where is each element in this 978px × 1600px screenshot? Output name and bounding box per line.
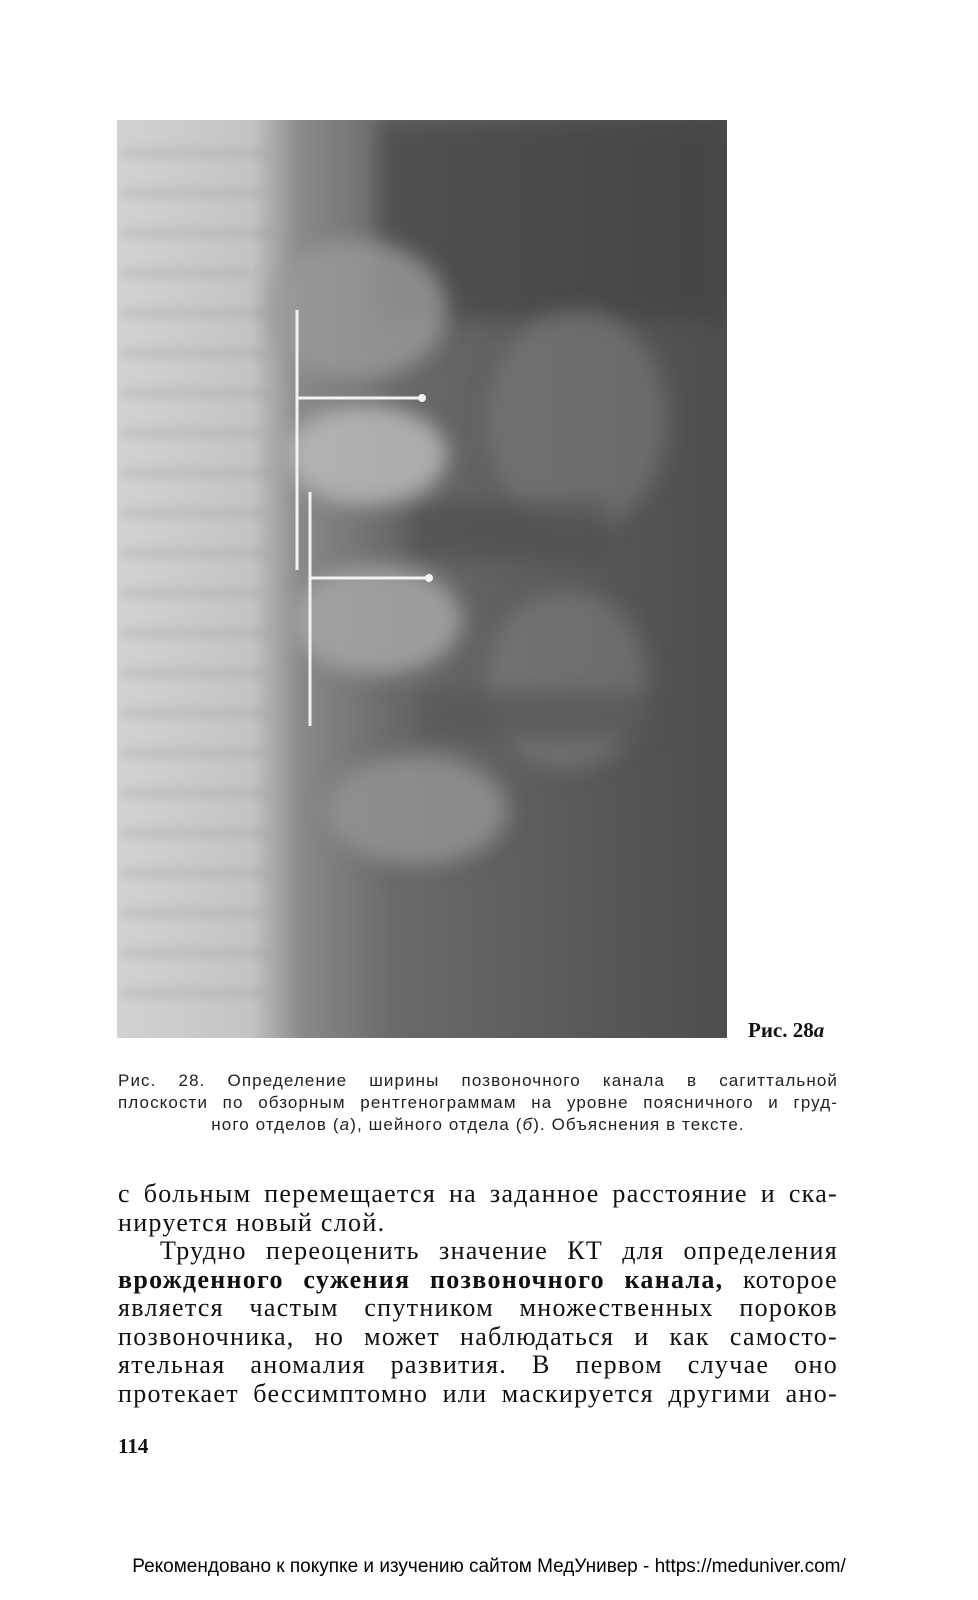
body-text [118,1180,838,1408]
paragraph-line: врожденного сужения позвоночного канала, которое [118,1264,838,1294]
paragraph-line: с больным перемещается на заданное расстояние и ска- [118,1179,838,1208]
paragraph-line: протекает бессимптомно или маскируется другими ано- [118,1378,838,1408]
caption-line: ного отделов (а), шейного отдела (б). Объяснения в тексте. [211,1115,745,1134]
paragraph-line: является частым спутником множественных пороков [118,1293,838,1322]
xray-figure [117,120,727,1038]
figure-caption [118,1070,838,1136]
paragraph-line: ятельная аномалия развития. В первом случае оно [118,1350,838,1379]
footer-recommendation: Рекомендовано к покупке и изучению сайтом МедУнивер - https://meduniver.com/ [132,1556,846,1577]
paragraph-line: нируется новый слой. [118,1207,386,1237]
spine-radiograph-image [117,120,727,1038]
caption-line: Рис. 28. Определение ширины позвоночного канала в сагиттальной [118,1071,838,1090]
caption-line: плоскости по обзорным рентгенограммам на уровне поясничного и груд- [118,1093,838,1112]
figure-label: Рис. 28а [748,1018,825,1042]
paragraph-line: Трудно переоценить значение КТ для определения [160,1236,838,1265]
page-number: 114 [118,1434,149,1458]
paragraph-line: позвоночника, но может наблюдаться и как самосто- [118,1321,838,1351]
